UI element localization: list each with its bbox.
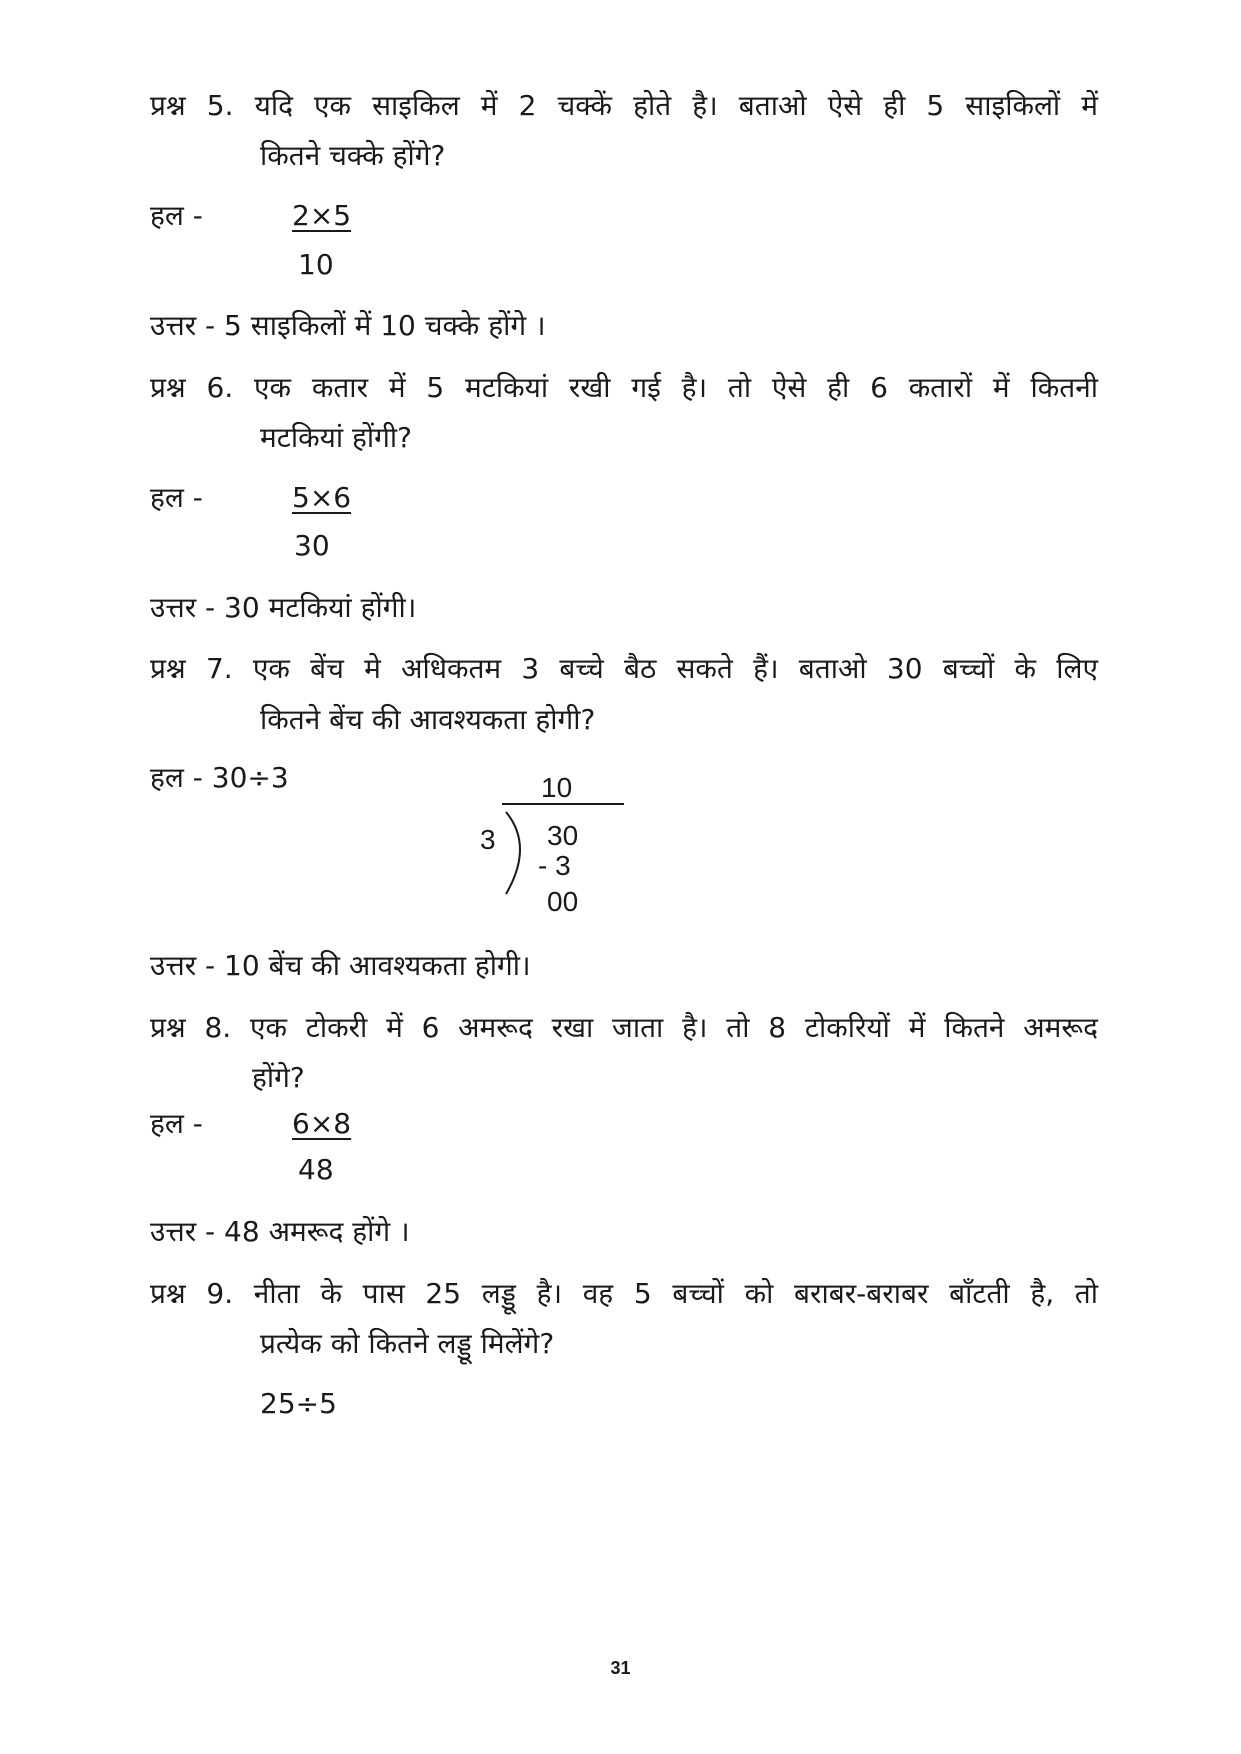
answer: उत्तर - 5 साइकिलों में 10 चक्के होंगे । xyxy=(150,309,546,342)
expression: 25÷5 xyxy=(260,1387,337,1420)
question-8-line-2: होंगे? xyxy=(252,1061,305,1094)
result: 30 xyxy=(294,529,330,562)
answer: उत्तर - 48 अमरूद होंगे । xyxy=(150,1215,410,1248)
solution-label: हल - xyxy=(150,481,203,514)
question-5-line-1: प्रश्न 5. यदि एक साइकिल में 2 चक्कें होते है। बताओ ऐसे ही 5 साइकिलों में xyxy=(150,89,1098,122)
answer: उत्तर - 30 मटकियां होंगी। xyxy=(150,591,417,624)
page-number: 31 xyxy=(610,1658,631,1678)
expression: 5×6 xyxy=(292,481,352,514)
question-9-line-2: प्रत्येक को कितने लड्डू मिलेंगे? xyxy=(260,1327,555,1360)
question-9-line-1: प्रश्न 9. नीता के पास 25 लड्डू है। वह 5 बच्चों को बराबर-बराबर बाँटती है, तो xyxy=(150,1277,1098,1310)
division-divisor: 3 xyxy=(480,824,496,855)
solution-label: हल - xyxy=(150,199,203,232)
question-6-line-2: मटकियां होंगी? xyxy=(260,421,413,454)
result: 10 xyxy=(298,248,334,281)
solution: हल - 30÷3 xyxy=(150,761,289,794)
division-subtract: - 3 xyxy=(538,850,571,881)
question-8-line-1: प्रश्न 8. एक टोकरी में 6 अमरूद रखा जाता है। तो 8 टोकरियों में कितने अमरूद xyxy=(150,1011,1098,1044)
question-7-line-2: कितने बेंच की आवश्यकता होगी? xyxy=(260,703,596,736)
division-quotient: 10 xyxy=(541,772,573,803)
question-6-line-1: प्रश्न 6. एक कतार में 5 मटकियां रखी गई है। तो ऐसे ही 6 कतारों में कितनी xyxy=(150,371,1098,404)
answer: उत्तर - 10 बेंच की आवश्यकता होगी। xyxy=(150,949,531,982)
division-dividend: 30 xyxy=(547,820,579,851)
expression: 2×5 xyxy=(292,199,352,232)
division-remainder: 00 xyxy=(547,886,579,917)
result: 48 xyxy=(298,1153,334,1186)
question-5-line-2: कितने चक्के होंगे? xyxy=(260,139,446,172)
expression: 6×8 xyxy=(292,1107,352,1140)
question-7-line-1: प्रश्न 7. एक बेंच मे अधिकतम 3 बच्चे बैठ सकते हैं। बताओ 30 बच्चों के लिए xyxy=(150,652,1098,685)
solution-label: हल - xyxy=(150,1107,203,1140)
